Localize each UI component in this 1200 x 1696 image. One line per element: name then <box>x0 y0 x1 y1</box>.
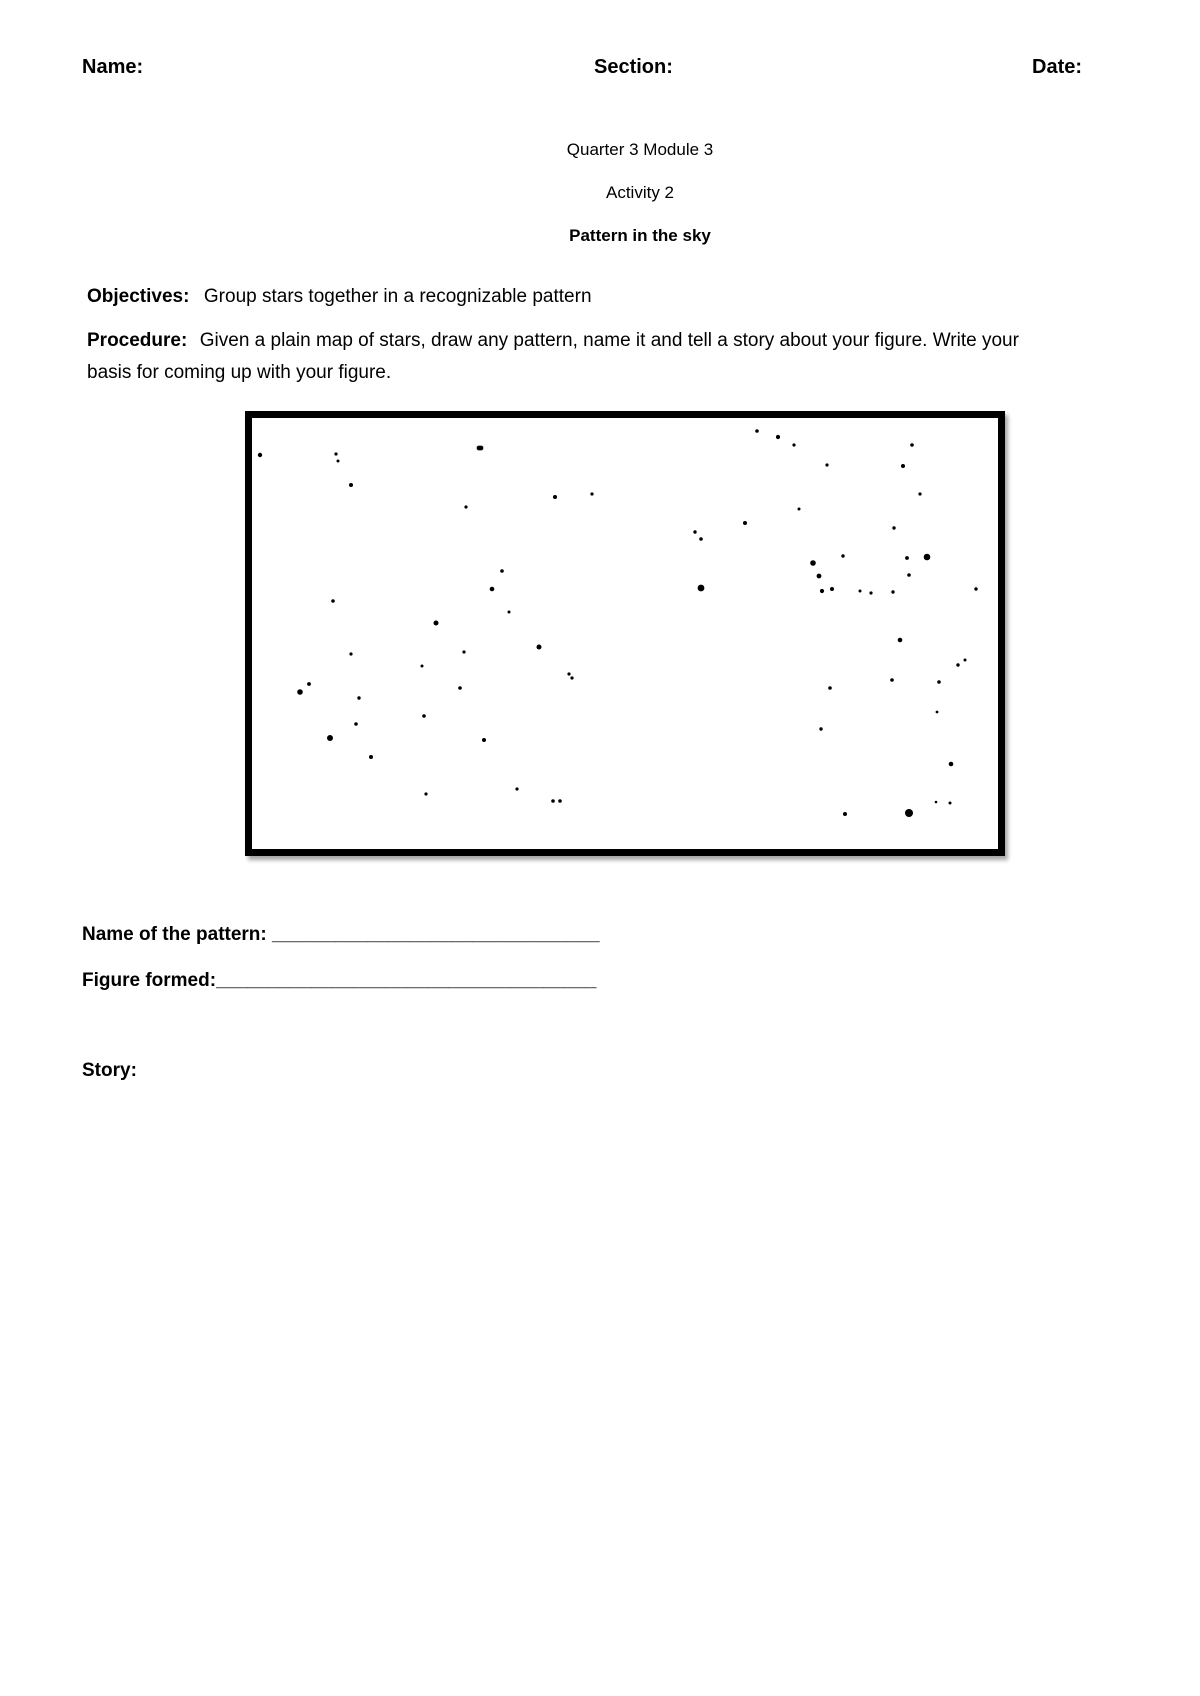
star-dot <box>462 650 465 653</box>
star-dot <box>508 611 511 614</box>
star-dot <box>949 802 952 805</box>
figure-formed-row <box>82 970 596 992</box>
star-dot <box>956 663 959 666</box>
pattern-name-blank[interactable]: _______________________________ <box>272 924 600 945</box>
star-dot <box>910 443 914 447</box>
star-dot <box>421 665 424 668</box>
star-dot <box>537 645 542 650</box>
star-dot <box>515 787 518 790</box>
star-dot <box>905 556 909 560</box>
star-dot <box>901 464 905 468</box>
star-dot <box>810 560 816 566</box>
procedure-row <box>87 330 1127 352</box>
star-dot <box>905 809 913 817</box>
star-dot <box>936 711 939 714</box>
star-dot <box>567 672 570 675</box>
star-dot <box>830 587 834 591</box>
star-dot <box>819 727 822 730</box>
star-dot <box>841 554 844 557</box>
objectives-label: Objectives: <box>87 286 190 307</box>
star-dot <box>434 621 439 626</box>
star-dot <box>327 735 333 741</box>
star-dot <box>859 590 862 593</box>
star-dot <box>570 676 573 679</box>
star-dot <box>918 492 921 495</box>
star-dot <box>482 738 486 742</box>
procedure-text-line1: Given a plain map of stars, draw any pattern, name it and tell a story about your figure. Write your <box>199 330 1019 351</box>
star-dot <box>828 686 832 690</box>
objectives-row <box>87 286 592 308</box>
star-dot <box>558 799 562 803</box>
star-dot <box>890 678 894 682</box>
star-dot <box>949 762 954 767</box>
star-dot <box>869 591 872 594</box>
star-dot <box>334 452 337 455</box>
star-dot <box>500 569 504 573</box>
star-dot <box>964 659 967 662</box>
star-dot <box>349 483 353 487</box>
star-dot <box>693 530 696 533</box>
star-dot <box>553 495 557 499</box>
star-dot <box>349 652 352 655</box>
procedure-label: Procedure: <box>87 330 188 351</box>
star-dot <box>937 680 941 684</box>
star-dot <box>490 587 495 592</box>
star-dot <box>369 755 373 759</box>
star-dot <box>898 638 903 643</box>
star-dot <box>422 714 426 718</box>
star-dot <box>698 585 705 592</box>
star-dot <box>458 686 462 690</box>
name-label: Name: <box>82 56 144 78</box>
star-dot <box>354 722 358 726</box>
star-dot <box>843 812 847 816</box>
activity-title: Activity 2 <box>605 183 675 202</box>
star-dot <box>551 799 555 803</box>
pattern-name-row <box>82 924 600 946</box>
star-dot <box>307 682 311 686</box>
story-label: Story: <box>82 1060 137 1081</box>
star-dot <box>357 696 360 699</box>
star-dot <box>479 446 484 451</box>
star-dot <box>820 589 824 593</box>
star-dot <box>699 537 703 541</box>
procedure-text-line2: basis for coming up with your figure. <box>87 362 392 383</box>
star-dot <box>798 508 801 511</box>
section-label: Section: <box>594 56 673 78</box>
module-title: Quarter 3 Module 3 <box>566 140 714 159</box>
star-dot <box>924 554 931 561</box>
date-label: Date: <box>1032 56 1083 78</box>
star-dot <box>337 460 340 463</box>
star-dot <box>974 587 977 590</box>
star-dot <box>331 599 335 603</box>
star-dot <box>297 689 303 695</box>
star-dot <box>743 521 747 525</box>
star-map-canvas <box>252 418 998 849</box>
star-map <box>245 411 1005 856</box>
pattern-name-label: Name of the pattern: <box>82 924 273 945</box>
star-dot <box>464 505 467 508</box>
figure-formed-blank[interactable]: ____________________________________ <box>216 970 597 991</box>
objectives-text: Group stars together in a recognizable pattern <box>203 286 592 307</box>
star-dot <box>825 463 828 466</box>
figure-formed-label: Figure formed: <box>82 970 217 991</box>
star-dot <box>891 590 894 593</box>
star-dot <box>817 574 822 579</box>
star-dot <box>907 573 911 577</box>
star-dot <box>590 492 593 495</box>
page-title: Pattern in the sky <box>569 226 711 245</box>
star-dot <box>935 801 938 804</box>
star-dot <box>755 429 759 433</box>
star-dot <box>424 792 427 795</box>
star-dot <box>892 526 895 529</box>
star-dot <box>776 435 780 439</box>
star-dot <box>258 453 262 457</box>
star-dot <box>792 443 795 446</box>
